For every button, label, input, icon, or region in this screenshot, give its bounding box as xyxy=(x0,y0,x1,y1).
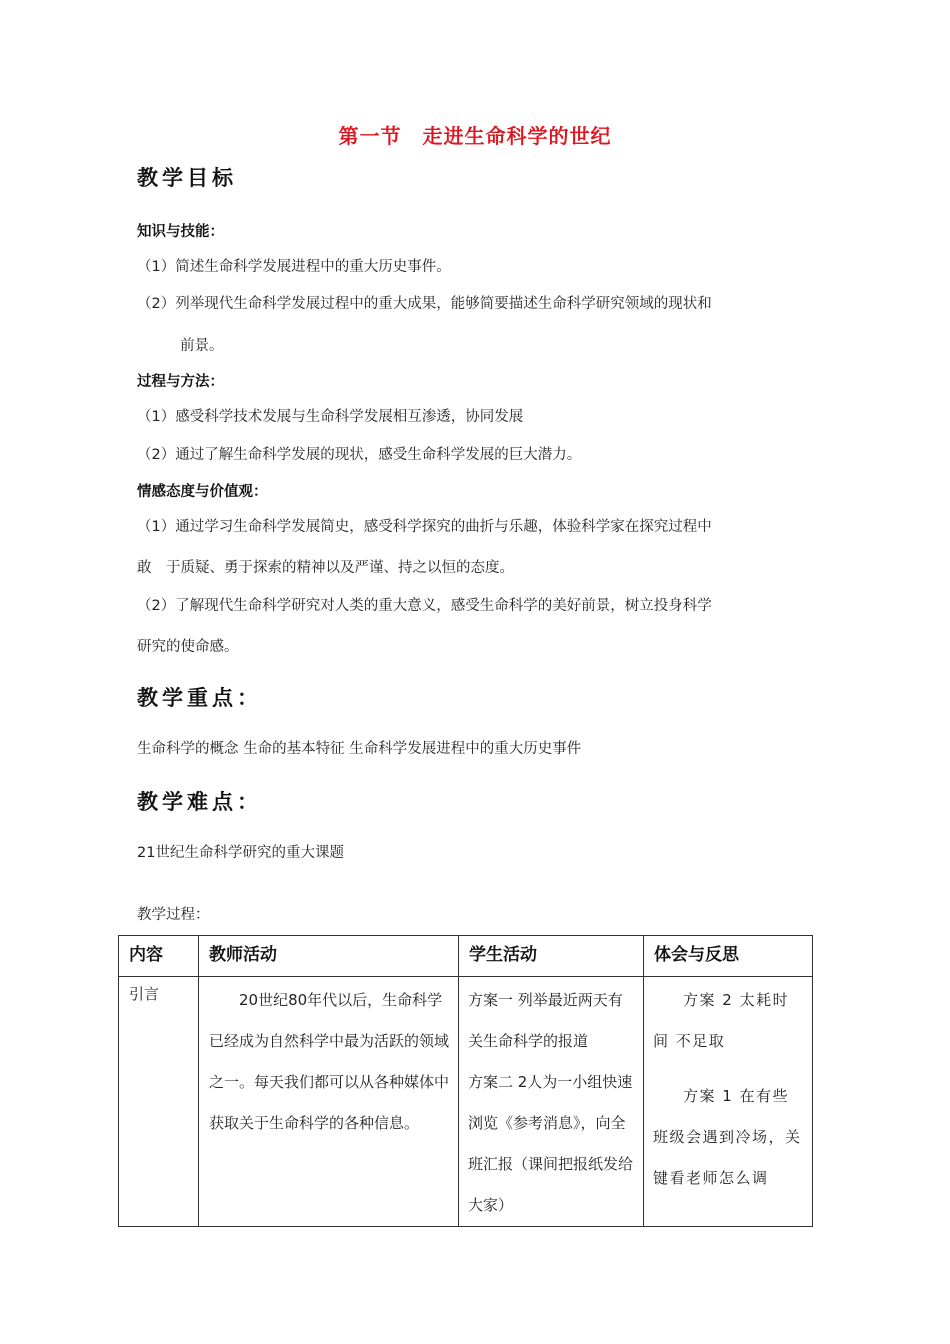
header-reflection: 体会与反思 xyxy=(644,936,813,977)
keypoint-text: 生命科学的概念 生命的基本特征 生命科学发展进程中的重大历史事件 xyxy=(137,741,582,757)
knowledge-item: （2）列举现代生命科学发展过程中的重大成果，能够简要描述生命科学研究领域的现状和 xyxy=(137,296,712,312)
cell-teacher-activity xyxy=(199,977,459,1227)
emotion-item: （1）通过学习生命科学发展简史，感受科学探究的曲折与乐趣，体验科学家在探究过程中 xyxy=(137,519,712,535)
emotion-item: 研究的使命感。 xyxy=(137,639,239,655)
process-label: 教学过程： xyxy=(137,907,210,923)
emotion-item: （2）了解现代生命科学研究对人类的重大意义，感受生命科学的美好前景，树立投身科学 xyxy=(137,598,712,614)
reflection-2: 方案 1 在有些班级会遇到冷场，关键看老师怎么调 xyxy=(653,1087,802,1187)
difficulty-text: 21世纪生命科学研究的重大课题 xyxy=(137,845,344,861)
header-content: 内容 xyxy=(119,936,199,977)
keypoint-heading: 教学重点： xyxy=(137,686,262,710)
teaching-process-table xyxy=(118,935,813,1227)
knowledge-heading: 知识与技能： xyxy=(137,224,224,240)
cell-student-activity xyxy=(459,977,644,1227)
knowledge-item: 前景。 xyxy=(180,338,224,354)
page-title: 第一节 走进生命科学的世纪 xyxy=(338,124,612,148)
process-heading: 过程与方法： xyxy=(137,374,224,390)
header-student-activity: 学生活动 xyxy=(459,936,644,977)
difficulty-heading: 教学难点： xyxy=(137,790,262,814)
table-row xyxy=(119,977,813,1227)
header-teacher-activity: 教师活动 xyxy=(199,936,459,977)
content-text: 引言 xyxy=(129,985,160,1003)
student-plan-1: 方案一 列举最近两天有关生命科学的报道 xyxy=(468,991,623,1050)
student-plan-2: 方案二 2人为一小组快速浏览《参考消息》，向全班汇报（课间把报纸发给大家） xyxy=(468,1073,634,1214)
knowledge-item: （1）简述生命科学发展进程中的重大历史事件。 xyxy=(137,259,451,275)
teacher-activity-text: 20世纪80年代以后，生命科学已经成为自然科学中最为活跃的领域之一。每天我们都可以从各种媒体中获取关于生命科学的各种信息。 xyxy=(209,991,450,1132)
process-item: （1）感受科学技术发展与生命科学发展相互渗透，协同发展 xyxy=(137,409,524,425)
table-header-row xyxy=(119,936,813,977)
cell-content xyxy=(119,977,199,1227)
cell-reflection xyxy=(644,977,813,1227)
process-item: （2）通过了解生命科学发展的现状，感受生命科学发展的巨大潜力。 xyxy=(137,447,582,463)
emotion-heading: 情感态度与价值观： xyxy=(137,484,268,500)
objectives-heading: 教学目标 xyxy=(137,166,237,190)
emotion-item: 敢 于质疑、勇于探索的精神以及严谨、持之以恒的态度。 xyxy=(137,560,514,576)
reflection-1: 方案 2 太耗时间 不足取 xyxy=(653,991,790,1050)
